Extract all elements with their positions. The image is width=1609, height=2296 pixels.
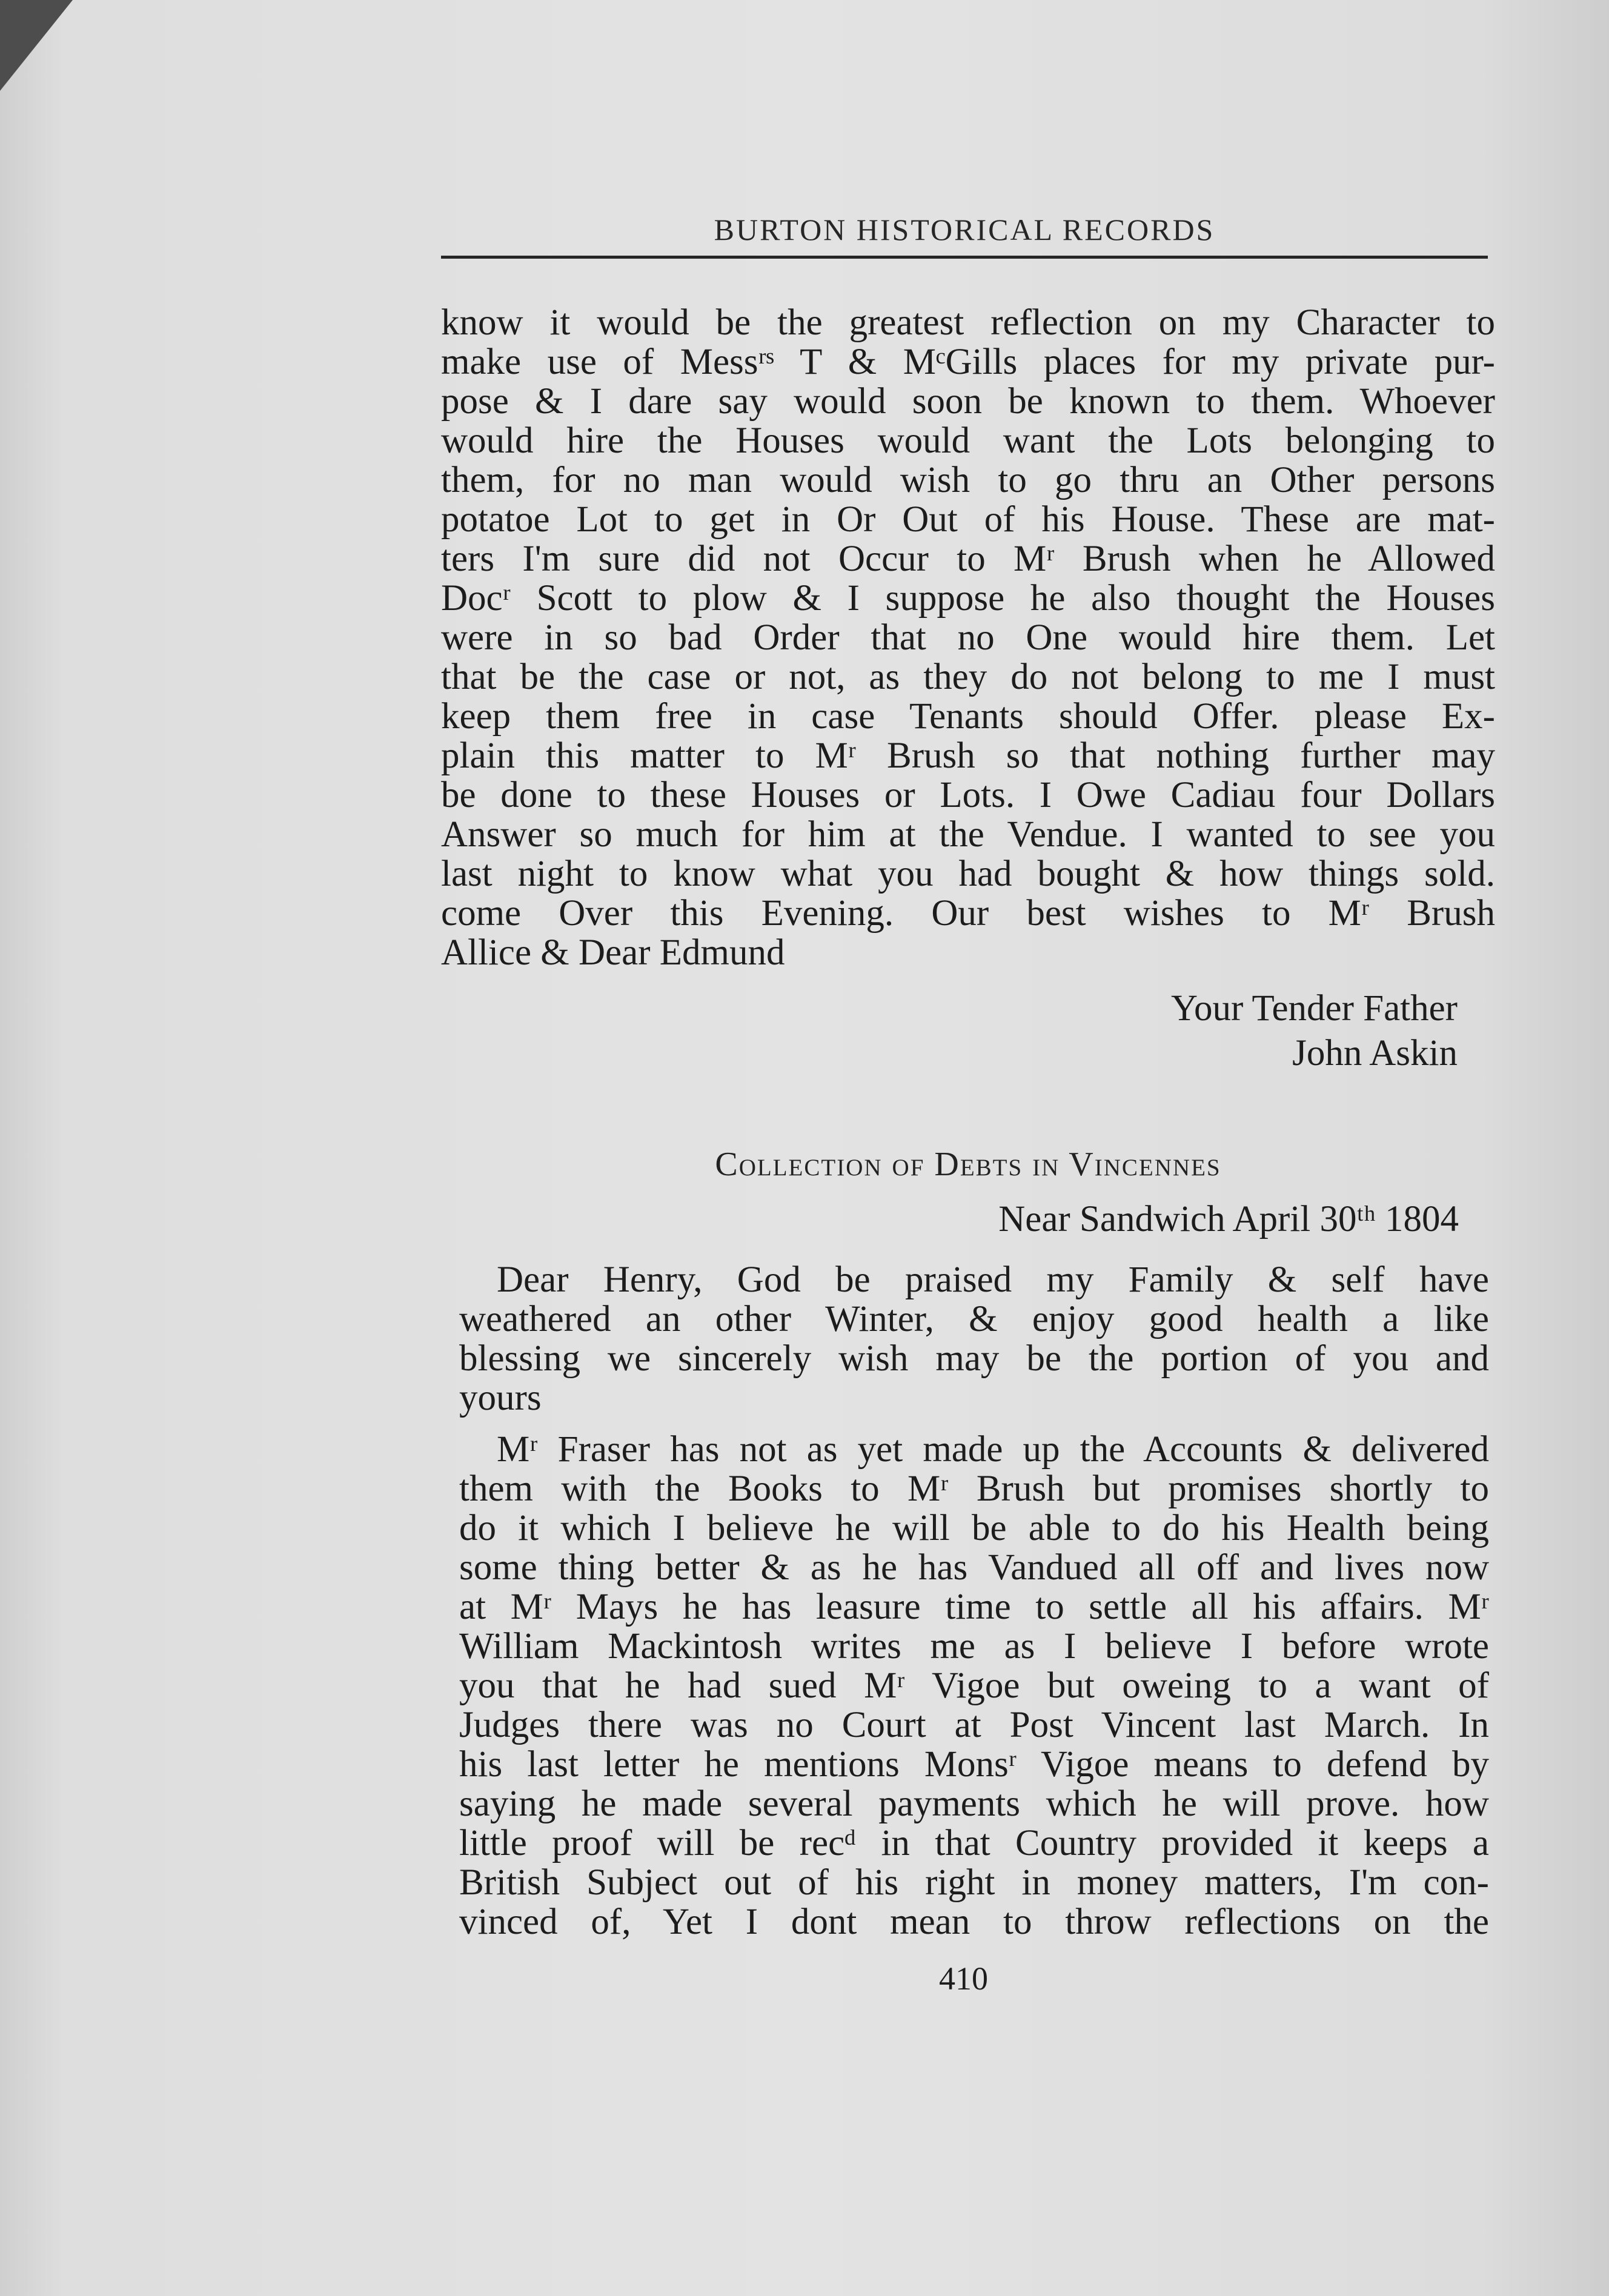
text-line: British Subject out of his right in money matters, I'm con- bbox=[459, 1862, 1489, 1903]
text-line: know it would be the greatest reflection on my Character to bbox=[441, 302, 1495, 343]
text-line: Dear Henry, God be praised my Family & self have bbox=[497, 1259, 1489, 1300]
text-line: were in so bad Order that no One would hire them. Let bbox=[441, 617, 1495, 658]
text-line: you that he had sued Mʳ Vigoe but oweing to a want of bbox=[459, 1665, 1489, 1706]
text-line: Judges there was no Court at Post Vincent last March. In bbox=[459, 1705, 1489, 1745]
text-line: Allice & Dear Edmund bbox=[441, 932, 785, 973]
text-line: come Over this Evening. Our best wishes to Mʳ Brush bbox=[441, 893, 1495, 934]
text-line: them with the Books to Mʳ Brush but promises shortly to bbox=[459, 1468, 1489, 1509]
text-line: do it which I believe he will be able to do his Health being bbox=[459, 1508, 1489, 1548]
text-line: weathered an other Winter, & enjoy good health a like bbox=[459, 1299, 1489, 1339]
text-line: little proof will be recᵈ in that Country provided it keeps a bbox=[459, 1823, 1489, 1863]
text-line: last night to know what you had bought & how things sold. bbox=[441, 854, 1495, 894]
text-line: would hire the Houses would want the Lots belonging to bbox=[441, 420, 1495, 461]
text-line: keep them free in case Tenants should Offer. please Ex- bbox=[441, 696, 1495, 737]
page-number: 410 bbox=[939, 1960, 988, 1997]
header-rule bbox=[441, 256, 1488, 259]
text-line: Mʳ Fraser has not as yet made up the Accounts & delivered bbox=[497, 1429, 1489, 1470]
text-line: ters I'm sure did not Occur to Mʳ Brush when he Allowed bbox=[441, 539, 1495, 579]
folded-corner bbox=[0, 0, 73, 91]
text-line: blessing we sincerely wish may be the portion of you and bbox=[459, 1338, 1489, 1379]
text-line: potatoe Lot to get in Or Out of his House. These are mat- bbox=[441, 499, 1495, 540]
letter-2-paragraph-2 bbox=[459, 1430, 1489, 1942]
text-line: yours bbox=[459, 1378, 542, 1418]
running-header: BURTON HISTORICAL RECORDS bbox=[714, 213, 1215, 247]
letter-2-paragraph-1 bbox=[459, 1260, 1489, 1418]
text-line: plain this matter to Mʳ Brush so that nothing further may bbox=[441, 735, 1495, 776]
letter-1-body bbox=[441, 303, 1495, 972]
text-line: them, for no man would wish to go thru an Other persons bbox=[441, 460, 1495, 500]
text-line: that be the case or not, as they do not belong to me I must bbox=[441, 657, 1495, 697]
text-line: make use of Messʳˢ T & MᶜGills places for my private pur- bbox=[441, 342, 1495, 382]
text-line: William Mackintosh writes me as I believe I before wrote bbox=[459, 1626, 1489, 1667]
text-line: at Mʳ Mays he has leasure time to settle all his affairs. Mʳ bbox=[459, 1587, 1489, 1627]
dateline: Near Sandwich April 30ᵗʰ 1804 bbox=[998, 1199, 1459, 1239]
letter-signature: John Askin bbox=[1292, 1033, 1458, 1073]
letter-closing: Your Tender Father bbox=[1171, 988, 1458, 1029]
text-line: saying he made several payments which he will prove. how bbox=[459, 1783, 1489, 1824]
text-line: Answer so much for him at the Vendue. I wanted to see you bbox=[441, 814, 1495, 855]
text-line: pose & I dare say would soon be known to them. Whoever bbox=[441, 381, 1495, 422]
text-line: be done to these Houses or Lots. I Owe Cadiau four Dollars bbox=[441, 775, 1495, 815]
text-line: Docʳ Scott to plow & I suppose he also thought the Houses bbox=[441, 578, 1495, 619]
section-title: Collection of Debts in Vincennes bbox=[715, 1146, 1221, 1183]
text-line: vinced of, Yet I dont mean to throw reflections on the bbox=[459, 1902, 1489, 1942]
text-line: his last letter he mentions Monsʳ Vigoe means to defend by bbox=[459, 1744, 1489, 1785]
text-line: some thing better & as he has Vandued all off and lives now bbox=[459, 1547, 1489, 1588]
